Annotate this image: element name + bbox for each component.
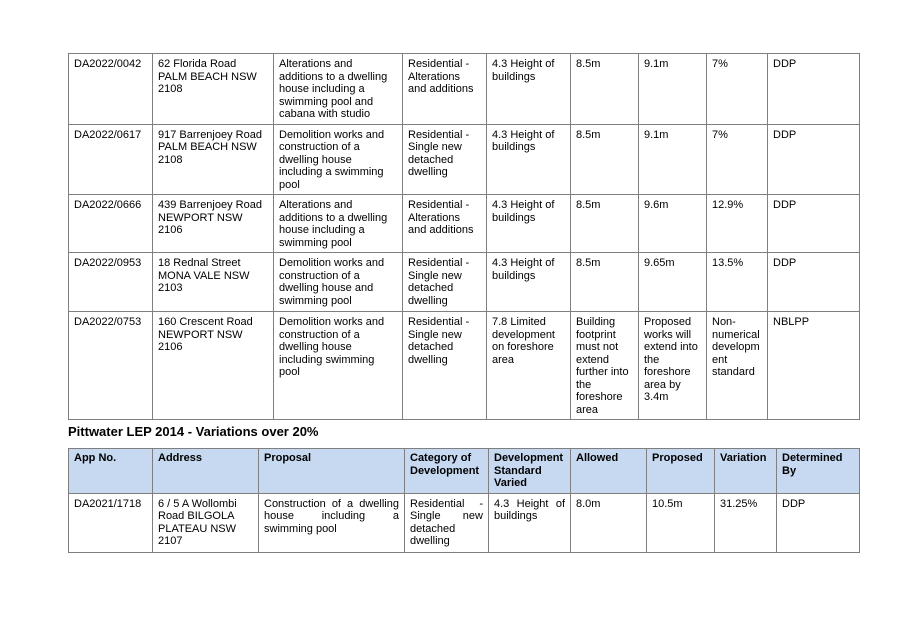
category-cell: Residential - Alterations and additions xyxy=(403,195,487,253)
category-cell: Residential - Single new detached dwelling xyxy=(403,253,487,312)
allowed-cell: 8.5m xyxy=(571,195,639,253)
proposed-cell: 10.5m xyxy=(647,493,715,552)
table-row xyxy=(69,54,860,125)
variation-cell: 13.5% xyxy=(707,253,768,312)
standard-header: Development Standard Varied xyxy=(489,449,571,494)
variation-cell: 31.25% xyxy=(715,493,777,552)
table-row xyxy=(69,253,860,312)
app-no-cell: DA2022/0617 xyxy=(69,124,153,195)
address-cell: 917 Barrenjoey Road PALM BEACH NSW 2108 xyxy=(153,124,274,195)
variation-cell: 12.9% xyxy=(707,195,768,253)
table-row xyxy=(69,195,860,253)
determined-by-cell: DDP xyxy=(777,493,860,552)
allowed-cell: 8.5m xyxy=(571,124,639,195)
category-cell: Residential - Single new detached dwelling xyxy=(403,312,487,420)
standard-cell: 4.3 Height of buildings xyxy=(487,195,571,253)
header-row xyxy=(69,449,860,494)
table-row xyxy=(69,312,860,420)
category-cell: Residential - Alterations and additions xyxy=(403,54,487,125)
proposed-cell: 9.1m xyxy=(639,54,707,125)
variation-cell: 7% xyxy=(707,54,768,125)
allowed-cell: 8.0m xyxy=(571,493,647,552)
address-header: Address xyxy=(153,449,259,494)
proposal-cell: Demolition works and construction of a dwelling house and swimming pool xyxy=(274,253,403,312)
category-cell: Residential - Single new detached dwelling xyxy=(405,493,489,552)
app-no-cell: DA2022/0042 xyxy=(69,54,153,125)
address-cell: 62 Florida Road PALM BEACH NSW 2108 xyxy=(153,54,274,125)
app-no-cell: DA2022/0953 xyxy=(69,253,153,312)
table-row xyxy=(69,493,860,552)
determined-by-cell: DDP xyxy=(768,54,860,125)
standard-cell: 4.3 Height of buildings xyxy=(487,124,571,195)
app-no-cell: DA2022/0666 xyxy=(69,195,153,253)
proposed-cell: 9.65m xyxy=(639,253,707,312)
proposal-cell: Alterations and additions to a dwelling house including a swimming pool and cabana with studio xyxy=(274,54,403,125)
standard-cell: 4.3 Height of buildings xyxy=(487,253,571,312)
determined-by-cell: DDP xyxy=(768,195,860,253)
section-title: Pittwater LEP 2014 - Variations over 20% xyxy=(68,424,319,439)
proposed-cell: Proposed works will extend into the foreshore area by 3.4m xyxy=(639,312,707,420)
determined-by-cell: DDP xyxy=(768,253,860,312)
address-cell: 439 Barrenjoey Road NEWPORT NSW 2106 xyxy=(153,195,274,253)
proposal-cell: Construction of a dwelling house including a swimming pool xyxy=(259,493,405,552)
determined-by-cell: DDP xyxy=(768,124,860,195)
app-no-header: App No. xyxy=(69,449,153,494)
proposal-cell: Alterations and additions to a dwelling house including a swimming pool xyxy=(274,195,403,253)
proposal-cell: Demolition works and construction of a dwelling house including a swimming pool xyxy=(274,124,403,195)
allowed-cell: 8.5m xyxy=(571,253,639,312)
variation-cell: 7% xyxy=(707,124,768,195)
app-no-cell: DA2021/1718 xyxy=(69,493,153,552)
standard-cell: 4.3 Height of buildings xyxy=(489,493,571,552)
address-cell: 18 Rednal Street MONA VALE NSW 2103 xyxy=(153,253,274,312)
allowed-header: Allowed xyxy=(571,449,647,494)
proposed-header: Proposed xyxy=(647,449,715,494)
table-row xyxy=(69,124,860,195)
standard-cell: 4.3 Height of buildings xyxy=(487,54,571,125)
allowed-cell: 8.5m xyxy=(571,54,639,125)
determined-by-header: Determined By xyxy=(777,449,860,494)
app-no-cell: DA2022/0753 xyxy=(69,312,153,420)
allowed-cell: Building footprint must not extend further into the foreshore area xyxy=(571,312,639,420)
variation-header: Variation xyxy=(715,449,777,494)
proposal-cell: Demolition works and construction of a dwelling house including swimming pool xyxy=(274,312,403,420)
variations-over-20-table xyxy=(68,448,860,553)
proposal-header: Proposal xyxy=(259,449,405,494)
category-header: Category of Development xyxy=(405,449,489,494)
proposed-cell: 9.1m xyxy=(639,124,707,195)
proposed-cell: 9.6m xyxy=(639,195,707,253)
variations-table xyxy=(68,53,860,420)
category-cell: Residential - Single new detached dwelling xyxy=(403,124,487,195)
standard-cell: 7.8 Limited development on foreshore area xyxy=(487,312,571,420)
variation-cell: Non-numerical development standard xyxy=(707,312,768,420)
address-cell: 160 Crescent Road NEWPORT NSW 2106 xyxy=(153,312,274,420)
address-cell: 6 / 5 A Wollombi Road BILGOLA PLATEAU NSW 2107 xyxy=(153,493,259,552)
determined-by-cell: NBLPP xyxy=(768,312,860,420)
